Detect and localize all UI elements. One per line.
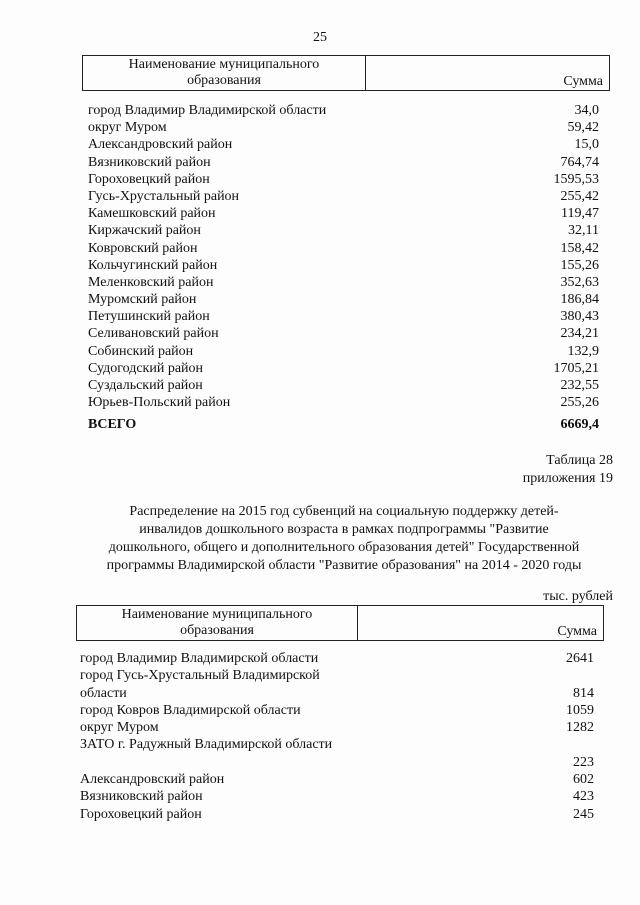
row-name: Суздальский район (88, 378, 203, 393)
row-value: 232,55 (560, 378, 599, 393)
table-row (88, 222, 599, 239)
table1-header-sum: Сумма (563, 74, 603, 89)
row-value: 234,21 (560, 326, 599, 342)
table-row (88, 171, 599, 188)
row-name: Собинский район (88, 343, 194, 359)
table-caption (523, 452, 613, 488)
row-value: 132,9 (567, 343, 599, 359)
units-label: тыс. рублей (543, 589, 613, 604)
row-value: 764,74 (560, 154, 599, 170)
row-value: 15,0 (574, 137, 599, 153)
page-number: 25 (313, 30, 327, 45)
table2-header (76, 605, 604, 641)
table-row (88, 291, 599, 308)
row-value: 2641 (566, 651, 594, 666)
table-row (88, 394, 599, 411)
table-row (88, 102, 599, 119)
title-line: Распределение на 2015 год субвенций на социальную поддержку детей- (129, 504, 559, 519)
row-name: Камешковский район (88, 206, 216, 222)
table-row (80, 719, 594, 736)
row-value: 1282 (566, 720, 594, 736)
total-label: ВСЕГО (88, 417, 137, 433)
title-line: дошкольного, общего и дополнительного образования детей" Государственной (108, 540, 580, 555)
table2-body (80, 650, 594, 823)
table1-body (88, 102, 599, 434)
table-row (88, 325, 599, 342)
row-name: город Ковров Владимирской области (80, 702, 301, 718)
row-name: Ковровский район (88, 240, 198, 256)
row-value: 423 (573, 789, 594, 805)
table-row (88, 257, 599, 274)
row-name: Гороховецкий район (88, 171, 210, 187)
row-name: Судогодский район (88, 360, 204, 376)
row-name: Александровский район (80, 772, 225, 788)
row-value: 32,11 (568, 223, 599, 239)
table-row (80, 788, 594, 805)
row-name: Вязниковский район (88, 154, 211, 170)
table-number: Таблица 28 (546, 453, 613, 468)
table2-header-name: Наименование муниципального образования (77, 606, 358, 640)
table-row (88, 136, 599, 153)
row-value: 186,84 (560, 292, 599, 308)
row-value: 223 (573, 754, 594, 770)
row-value: 380,43 (560, 309, 599, 325)
row-value: 158,42 (560, 240, 599, 256)
row-value: 155,26 (560, 257, 599, 273)
table-row (88, 119, 599, 136)
row-name: Муромский район (88, 292, 197, 308)
row-value: 34,0 (574, 103, 599, 118)
table1-header (82, 55, 610, 91)
row-name: округ Муром (88, 120, 167, 136)
row-name: Гусь-Хрустальный район (88, 188, 240, 204)
row-name: Гороховецкий район (80, 806, 202, 822)
table2-header-sum: Сумма (557, 624, 597, 639)
row-value: 814 (573, 685, 594, 701)
row-value: 352,63 (560, 274, 599, 290)
table-row (88, 240, 599, 257)
table-row (80, 771, 594, 788)
table1-header-name: Наименование муниципального образования (83, 56, 366, 90)
row-name: город Владимир Владимирской области (88, 103, 327, 118)
row-name: Киржачский район (88, 223, 201, 239)
total-value: 6669,4 (560, 417, 599, 433)
document-title (82, 503, 606, 575)
row-name: Петушинский район (88, 309, 210, 325)
table-row (80, 667, 594, 702)
row-name: Кольчугинский район (88, 257, 218, 273)
row-name: округ Муром (80, 720, 159, 736)
table-row (80, 702, 594, 719)
row-value: 245 (573, 806, 594, 822)
total-row (88, 416, 599, 433)
row-value: 1059 (566, 702, 594, 718)
table-row (80, 806, 594, 823)
appendix-number: приложения 19 (522, 471, 613, 486)
title-line: инвалидов дошкольного возраста в рамках подпрограммы "Развитие (139, 522, 549, 537)
row-name: Селивановский район (88, 326, 219, 342)
row-value: 255,26 (560, 395, 599, 411)
title-line: программы Владимирской области "Развитие образования" на 2014 - 2020 годы (106, 558, 582, 573)
table-row (88, 360, 599, 377)
table-row (88, 308, 599, 325)
table-row (88, 377, 599, 394)
table-row (80, 736, 594, 771)
table-row (80, 650, 594, 667)
row-name: Вязниковский район (80, 789, 203, 805)
row-value: 59,42 (567, 120, 599, 136)
table-row (88, 205, 599, 222)
table-row (88, 343, 599, 360)
row-name: ЗАТО г. Радужный Владимирской области (80, 737, 333, 753)
row-value: 255,42 (560, 188, 599, 204)
row-name: Александровский район (88, 137, 233, 153)
table-row (88, 154, 599, 171)
row-name: Меленковский район (88, 274, 214, 290)
table-row (88, 188, 599, 205)
row-value: 1595,53 (553, 171, 599, 187)
row-value: 1705,21 (553, 360, 599, 376)
row-name: город Гусь-Хрустальный Владимирской области (80, 668, 320, 701)
row-name: Юрьев-Польский район (88, 395, 231, 411)
table-row (88, 274, 599, 291)
row-name: город Владимир Владимирской области (80, 651, 319, 666)
row-value: 602 (573, 772, 594, 788)
row-value: 119,47 (561, 206, 599, 222)
